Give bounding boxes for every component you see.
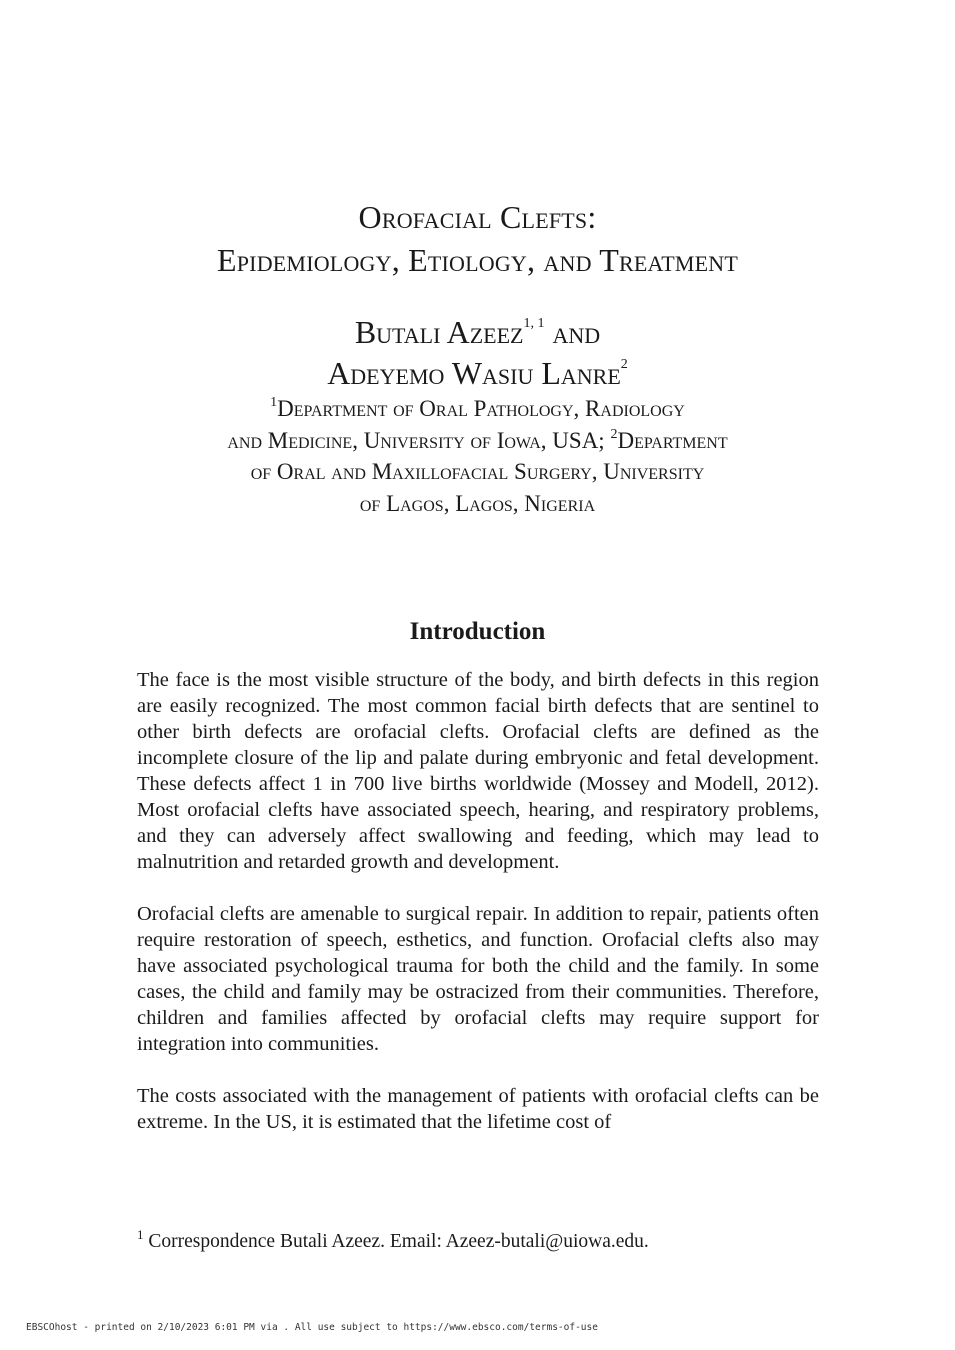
- print-notice: EBSCOhost - printed on 2/10/2023 6:01 PM via . All use subject to https://www.ebsco.com/terms-of-use: [26, 1322, 598, 1333]
- footnote-marker: 1: [137, 1227, 144, 1242]
- affiliation-line-2: [0, 425, 955, 457]
- affiliation-line-3: of Oral and Maxillofacial Surgery, University: [250, 459, 705, 484]
- author-1-superscript: 1, 1: [523, 316, 545, 331]
- chapter-title: [0, 196, 955, 282]
- author-2-superscript: 2: [620, 357, 628, 372]
- author-list: [0, 312, 955, 394]
- title-line-1: Orofacial Clefts:: [358, 199, 597, 235]
- affiliation-line-2-text-b: Department: [617, 427, 728, 453]
- author-conjunction: and: [544, 314, 601, 350]
- affiliation-2-superscript: 2: [610, 426, 618, 442]
- affiliations: [0, 393, 955, 519]
- author-1-name: Butali Azeez: [354, 314, 524, 350]
- footnote: [137, 1229, 819, 1255]
- affiliation-line-2-text-a: and Medicine, University of Iowa, USA;: [227, 427, 611, 453]
- author-2-name: Adeyemo Wasiu Lanre: [327, 355, 621, 391]
- author-line-2: [0, 353, 955, 394]
- body-paragraph-2: Orofacial clefts are amenable to surgical repair. In addition to repair, patients often require restoration of speech, esthetics, and function. Orofacial clefts also may have associated psychological trauma for both the child and the family. In some cases, the child and family may be ostracized from their communities. Therefore, children and families affected by orofacial clefts may require support for integration into communities.: [137, 903, 819, 1055]
- affiliation-line-1-text: Department of Oral Pathology, Radiology: [277, 396, 685, 421]
- title-line-2: Epidemiology, Etiology, and Treatment: [217, 242, 738, 278]
- body-paragraph-1: The face is the most visible structure of the body, and birth defects in this region are easily recognized. The most common facial birth defects that are sentinel to other birth defects are orofacial clefts. Orofacial clefts are defined as the incomplete closure of the lip and palate during embryonic and fetal development. These defects affect 1 in 700 live births worldwide (Mossey and Modell, 2012). Most orofacial clefts have associated speech, hearing, and respiratory problems, and they can adversely affect swallowing and feeding, which may lead to malnutrition and retarded growth and development.: [137, 669, 819, 873]
- affiliation-line-1: [0, 393, 955, 425]
- affiliation-line-4: of Lagos, Lagos, Nigeria: [359, 490, 596, 516]
- section-heading: Introduction: [409, 618, 546, 645]
- body-paragraph-3: The costs associated with the management of patients with orofacial clefts can be extreme. In the US, it is estimated that the lifetime cost of: [137, 1085, 819, 1133]
- section-body: [137, 667, 819, 1135]
- author-line-1: [0, 312, 955, 353]
- affiliation-1-superscript: 1: [270, 395, 278, 410]
- footnote-text: Correspondence Butali Azeez. Email: Azeez-butali@uiowa.edu.: [143, 1231, 649, 1252]
